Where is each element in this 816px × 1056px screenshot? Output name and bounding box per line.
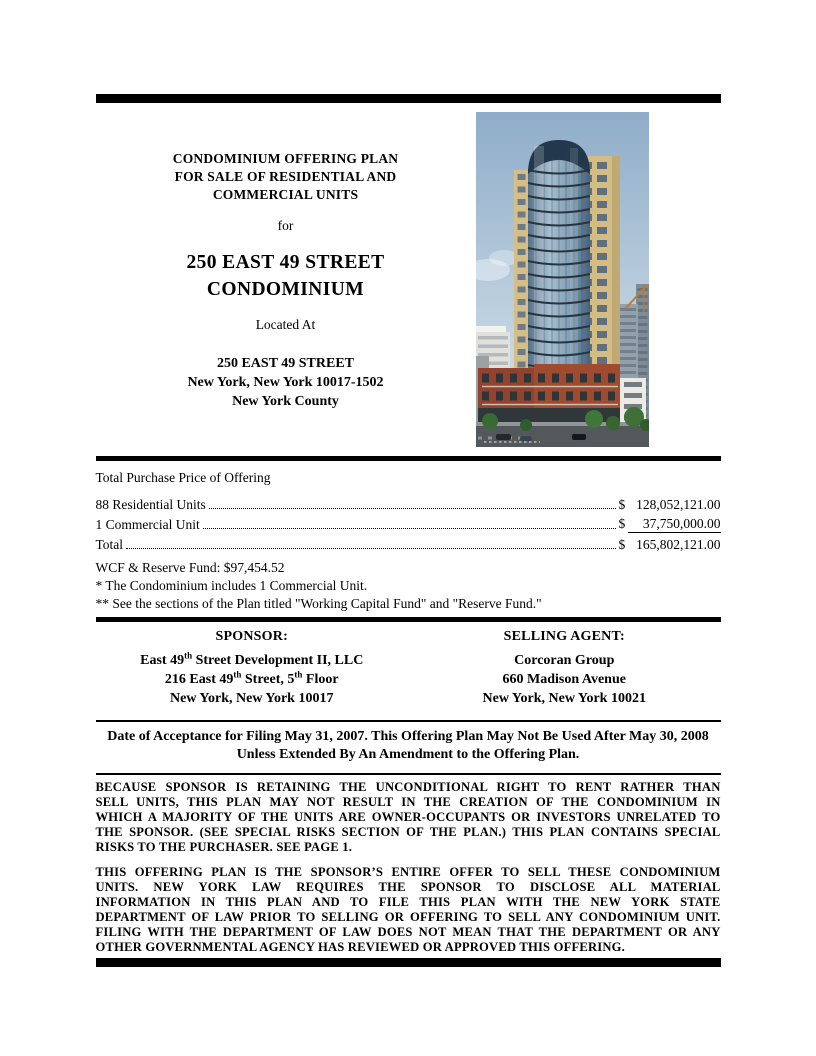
legal-paragraph-line: INFORMATION IN THIS PLAN AND TO FILE THIS PLAN WITH THE NEW YORK STATE bbox=[95, 895, 721, 909]
plan-type-title bbox=[96, 150, 476, 204]
pricing-section-title: Total Purchase Price of Offering bbox=[95, 470, 271, 485]
currency-symbol: $ bbox=[618, 537, 626, 552]
table-row-total bbox=[96, 533, 721, 553]
filing-acceptance-notice: Date of Acceptance for Filing May 31, 2007. This Offering Plan May Not Be Used After May 30, 2008 Unless Extended By An Amendment to the Offering Plan. bbox=[107, 729, 709, 762]
selling-agent-city-line: New York, New York 10021 bbox=[482, 691, 646, 706]
sponsor-heading: SPONSOR: bbox=[215, 629, 288, 644]
document-body bbox=[96, 0, 721, 967]
legal-paragraph-line: WHICH A MAJORITY OF THE UNITS ARE OWNER-OCCUPANTS OR INVESTORS UNRELATED TO bbox=[95, 810, 721, 824]
footnote-plan-sections: ** See the sections of the Plan titled "Working Capital Fund" and "Reserve Fund." bbox=[95, 596, 542, 611]
legal-paragraph-line: THIS OFFERING PLAN IS THE SPONSOR’S ENTIRE OFFER TO SELL THESE CONDOMINIUM bbox=[95, 865, 721, 879]
legal-disclosures-section bbox=[96, 775, 721, 967]
sponsor-address bbox=[96, 651, 409, 708]
sponsor-block bbox=[96, 629, 409, 720]
row-amount bbox=[619, 516, 721, 533]
plan-type-line: COMMERCIAL UNITS bbox=[212, 187, 359, 202]
property-name-title bbox=[96, 249, 476, 303]
pricing-table bbox=[96, 493, 721, 553]
table-row-residential-units bbox=[96, 493, 721, 513]
legal-paragraph-line: DEPARTMENT OF LAW PRIOR TO SELLING OR OFFERING TO SELL ANY CONDOMINIUM UNIT. bbox=[95, 910, 721, 924]
divider-bar-bottom bbox=[96, 958, 721, 967]
row-label: 88 Residential Units bbox=[95, 497, 206, 512]
special-risks-paragraph bbox=[96, 780, 721, 855]
footnote-commercial-unit: * The Condominium includes 1 Commercial Unit. bbox=[95, 578, 368, 593]
table-row-commercial-unit bbox=[96, 513, 721, 533]
cover-title-block bbox=[96, 103, 476, 456]
address-line: 250 EAST 49 STREET bbox=[216, 356, 355, 371]
cover-header bbox=[96, 103, 721, 456]
sponsor-city-line: New York, New York 10017 bbox=[170, 691, 334, 706]
selling-agent-name-line: Corcoran Group bbox=[514, 653, 615, 668]
dot-leader bbox=[209, 508, 616, 509]
amount-value: 165,802,121.00 bbox=[636, 537, 721, 552]
currency-symbol: $ bbox=[618, 497, 626, 512]
property-address bbox=[96, 354, 476, 411]
property-name-line: 250 EAST 49 STREET bbox=[186, 252, 385, 273]
legal-paragraph-line: FILING WITH THE DEPARTMENT OF LAW DOES NOT MEAN THAT THE DEPARTMENT OR ANY bbox=[95, 925, 721, 939]
selling-agent-address bbox=[408, 651, 721, 708]
located-at-label: Located At bbox=[255, 317, 316, 332]
row-amount bbox=[619, 537, 721, 553]
divider-bar-top bbox=[96, 94, 721, 103]
legal-paragraph-line: THE SPONSOR. (SEE SPECIAL RISKS SECTION OF THE PLAN.) THIS PLAN CONTAINS SPECIAL bbox=[95, 825, 721, 839]
selling-agent-heading: SELLING AGENT: bbox=[503, 629, 625, 644]
currency-symbol: $ bbox=[618, 516, 626, 531]
wcf-reserve-fund-note: WCF & Reserve Fund: $97,454.52 bbox=[95, 560, 285, 575]
plan-type-line: FOR SALE OF RESIDENTIAL AND bbox=[174, 169, 397, 184]
plan-type-line: CONDOMINIUM OFFERING PLAN bbox=[172, 151, 399, 166]
sponsor-name-line: East 49th Street Development II, LLC bbox=[140, 650, 364, 668]
row-label: 1 Commercial Unit bbox=[95, 517, 200, 532]
row-amount bbox=[619, 497, 721, 513]
pricing-section bbox=[96, 461, 721, 617]
legal-paragraph-line: OTHER GOVERNMENTAL AGENCY HAS REVIEWED OR APPROVED THIS OFFERING. bbox=[95, 940, 626, 954]
amount-value: 37,750,000.00 bbox=[628, 516, 720, 533]
parties-section bbox=[96, 622, 721, 720]
legal-paragraph-line: UNITS. NEW YORK LAW REQUIRES THE SPONSOR TO DISCLOSE ALL MATERIAL bbox=[95, 880, 721, 894]
selling-agent-block bbox=[408, 629, 721, 720]
selling-agent-street-line: 660 Madison Avenue bbox=[502, 672, 626, 687]
property-name-line: CONDOMINIUM bbox=[206, 279, 365, 300]
for-label: for bbox=[277, 218, 294, 233]
address-line: New York, New York 10017-1502 bbox=[187, 375, 384, 390]
building-rendering-image bbox=[476, 112, 649, 447]
dot-leader bbox=[126, 548, 615, 549]
legal-paragraph-line: RISKS TO THE PURCHASER. SEE PAGE 1. bbox=[95, 840, 353, 854]
dot-leader bbox=[203, 528, 616, 529]
row-label: Total bbox=[95, 537, 124, 552]
legal-paragraph-line: BECAUSE SPONSOR IS RETAINING THE UNCONDITIONAL RIGHT TO RENT RATHER THAN bbox=[95, 780, 721, 794]
sponsor-street-line: 216 East 49th Street, 5th Floor bbox=[164, 669, 339, 687]
amount-value: 128,052,121.00 bbox=[636, 497, 721, 512]
department-of-law-paragraph bbox=[96, 865, 721, 955]
address-line: New York County bbox=[232, 394, 339, 409]
legal-paragraph-line: SELL UNITS, THIS PLAN MAY NOT RESULT IN THE CREATION OF THE CONDOMINIUM IN bbox=[95, 795, 721, 809]
